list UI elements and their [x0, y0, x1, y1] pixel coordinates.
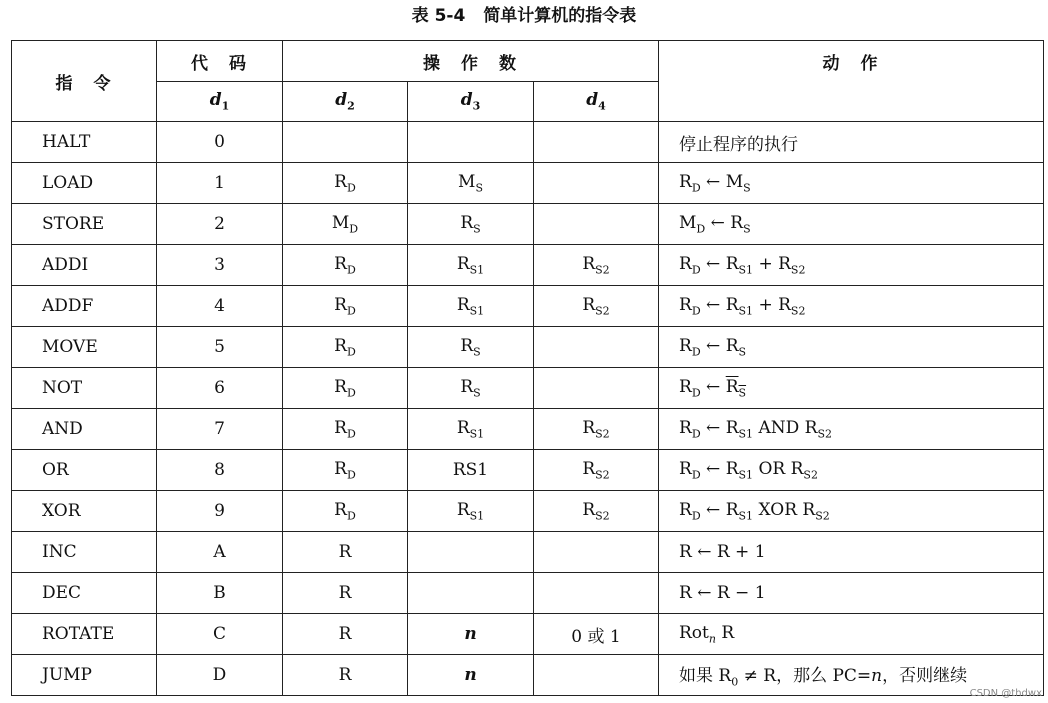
code-cell: 1	[157, 163, 283, 204]
operand-d4-cell	[534, 368, 659, 409]
header-d2: $d_2$	[283, 82, 408, 122]
table-caption	[0, 2, 1048, 30]
action-cell: R ← R + 1	[659, 532, 1044, 573]
operand-d4-cell: $R_{S2}$	[534, 245, 659, 286]
operand-d3-cell: $R_S$	[408, 204, 534, 245]
header-d3: $d_3$	[408, 82, 534, 122]
operand-d2-cell: $R_D$	[283, 368, 408, 409]
operand-d3-cell: $R_S$	[408, 368, 534, 409]
table-number: 表 5-4	[411, 6, 466, 26]
header-code: 代 码	[157, 41, 283, 82]
action-cell: R ← R − 1	[659, 573, 1044, 614]
operand-d2-cell: R	[283, 614, 408, 655]
table-row	[12, 245, 1044, 286]
action-cell: $R_D$ ← $R_S$	[659, 327, 1044, 368]
instruction-name-cell: JUMP	[12, 655, 157, 696]
action-cell: $R_D$ ← $R_S$	[659, 368, 1044, 409]
operand-d2-cell: $R_D$	[283, 163, 408, 204]
header-instruction: 指 令	[12, 41, 157, 122]
instruction-name-cell: INC	[12, 532, 157, 573]
action-cell: 如果 $R_0 \ne R$，那么 PC=n，否则继续	[659, 655, 1044, 696]
operand-d3-cell: RS1	[408, 450, 534, 491]
action-cell: $R_D$ ← $R_{S1}$ XOR $R_{S2}$	[659, 491, 1044, 532]
action-cell: $R_D$ ← $R_{S1}$ OR $R_{S2}$	[659, 450, 1044, 491]
operand-d2-cell: $R_D$	[283, 245, 408, 286]
header-action: 动 作	[659, 41, 1044, 122]
operand-d3-cell: $R_{S1}$	[408, 245, 534, 286]
header-operands: 操 作 数	[283, 41, 659, 82]
action-cell: $M_D$ ← $R_S$	[659, 204, 1044, 245]
table-row	[12, 286, 1044, 327]
table-row	[12, 368, 1044, 409]
action-cell: $R_D$ ← $R_{S1}$ AND $R_{S2}$	[659, 409, 1044, 450]
instruction-name-cell: ADDF	[12, 286, 157, 327]
code-cell: 6	[157, 368, 283, 409]
operand-d2-cell: $M_D$	[283, 204, 408, 245]
code-cell: D	[157, 655, 283, 696]
instruction-name-cell: MOVE	[12, 327, 157, 368]
operand-d4-cell: $R_{S2}$	[534, 286, 659, 327]
instruction-name-cell: NOT	[12, 368, 157, 409]
code-cell: 3	[157, 245, 283, 286]
code-cell: B	[157, 573, 283, 614]
action-cell: $R_D$ ← $M_S$	[659, 163, 1044, 204]
operand-d3-cell: $M_S$	[408, 163, 534, 204]
operand-d4-cell: $R_{S2}$	[534, 491, 659, 532]
operand-d2-cell: $R_D$	[283, 450, 408, 491]
table-row	[12, 409, 1044, 450]
operand-d2-cell: $R_D$	[283, 286, 408, 327]
operand-d3-cell: n	[408, 614, 534, 655]
operand-d3-cell: $R_{S1}$	[408, 286, 534, 327]
table-row	[12, 327, 1044, 368]
table-row	[12, 204, 1044, 245]
header-d4: $d_4$	[534, 82, 659, 122]
operand-d4-cell	[534, 163, 659, 204]
instruction-name-cell: ADDI	[12, 245, 157, 286]
operand-d2-cell: R	[283, 532, 408, 573]
operand-d3-cell	[408, 122, 534, 163]
operand-d2-cell	[283, 122, 408, 163]
operand-d3-cell: $R_{S1}$	[408, 491, 534, 532]
table-row	[12, 614, 1044, 655]
operand-d2-cell: R	[283, 573, 408, 614]
instruction-name-cell: DEC	[12, 573, 157, 614]
operand-d4-cell	[534, 573, 659, 614]
operand-d2-cell: $R_D$	[283, 327, 408, 368]
action-cell: $R_D$ ← $R_{S1} + R_{S2}$	[659, 245, 1044, 286]
operand-d4-cell	[534, 532, 659, 573]
instruction-name-cell: XOR	[12, 491, 157, 532]
operand-d4-cell: $R_{S2}$	[534, 409, 659, 450]
table-row	[12, 122, 1044, 163]
instruction-name-cell: AND	[12, 409, 157, 450]
operand-d3-cell: n	[408, 655, 534, 696]
operand-d2-cell: $R_D$	[283, 409, 408, 450]
table-row	[12, 532, 1044, 573]
code-cell: 2	[157, 204, 283, 245]
code-cell: 8	[157, 450, 283, 491]
header-d1: $d_1$	[157, 82, 283, 122]
table-row	[12, 573, 1044, 614]
action-cell: 停止程序的执行	[659, 122, 1044, 163]
instruction-table	[11, 40, 1044, 696]
code-cell: 9	[157, 491, 283, 532]
action-cell: $R_D$ ← $R_{S1} + R_{S2}$	[659, 286, 1044, 327]
table-row	[12, 491, 1044, 532]
operand-d3-cell: $R_S$	[408, 327, 534, 368]
code-cell: 4	[157, 286, 283, 327]
table-title: 简单计算机的指令表	[483, 6, 637, 26]
action-cell: Rot$_n$ R	[659, 614, 1044, 655]
operand-d2-cell: R	[283, 655, 408, 696]
table-row	[12, 450, 1044, 491]
code-cell: 5	[157, 327, 283, 368]
operand-d4-cell	[534, 655, 659, 696]
operand-d4-cell: 0 或 1	[534, 614, 659, 655]
code-cell: 0	[157, 122, 283, 163]
operand-d4-cell	[534, 204, 659, 245]
table-body	[12, 122, 1044, 696]
instruction-name-cell: LOAD	[12, 163, 157, 204]
code-cell: C	[157, 614, 283, 655]
operand-d4-cell	[534, 327, 659, 368]
watermark: CSDN @thdwx	[969, 688, 1042, 699]
instruction-name-cell: HALT	[12, 122, 157, 163]
operand-d4-cell: $R_{S2}$	[534, 450, 659, 491]
operand-d3-cell	[408, 532, 534, 573]
table-row	[12, 163, 1044, 204]
code-cell: A	[157, 532, 283, 573]
operand-d3-cell: $R_{S1}$	[408, 409, 534, 450]
code-cell: 7	[157, 409, 283, 450]
instruction-name-cell: STORE	[12, 204, 157, 245]
operand-d4-cell	[534, 122, 659, 163]
instruction-name-cell: ROTATE	[12, 614, 157, 655]
operand-d2-cell: $R_D$	[283, 491, 408, 532]
table-row	[12, 655, 1044, 696]
instruction-name-cell: OR	[12, 450, 157, 491]
operand-d3-cell	[408, 573, 534, 614]
